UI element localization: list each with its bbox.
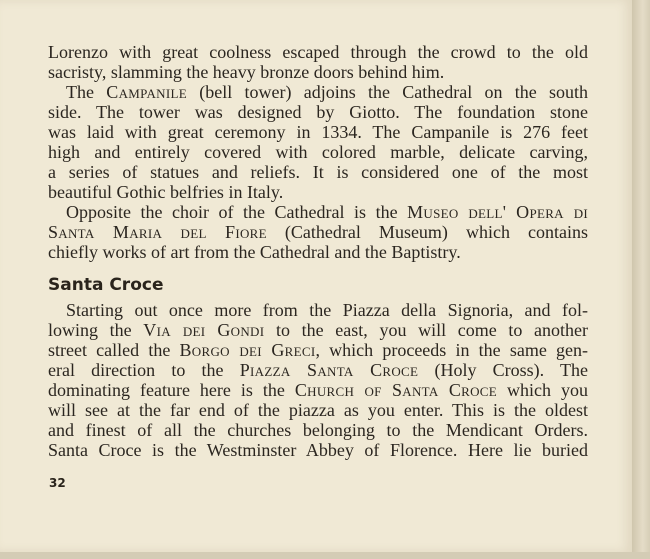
text-segment: dominating feature here is the: [48, 380, 295, 400]
page-edge: [632, 0, 650, 559]
text-line: [48, 340, 588, 360]
text-line: [48, 82, 588, 102]
page-number: 32: [49, 476, 66, 490]
text-line: chiefly works of art from the Cathedral and the Baptistry.: [48, 242, 461, 262]
text-line: a series of statues and reliefs. It is considered one of the most: [48, 162, 588, 182]
text-segment: (Holy Cross). The: [418, 360, 588, 380]
text-line: [48, 360, 588, 380]
text-line: Starting out once more from the Piazza della Signoria, and fol-: [66, 300, 588, 320]
text-line: will see at the far end of the piazza as you enter. This is the oldest: [48, 400, 588, 420]
text-segment: (Cathedral Museum) which contains: [266, 222, 588, 242]
page-bottom-edge: [0, 552, 650, 559]
text-line: [48, 202, 588, 222]
text-line: Lorenzo with great coolness escaped through the crowd to the old: [48, 42, 588, 62]
text-segment: street called the: [48, 340, 180, 360]
text-segment: (bell tower) adjoins the Cathedral on the south: [186, 82, 589, 102]
section-heading: Santa Croce: [48, 275, 164, 295]
text-segment: lowing the: [48, 320, 144, 340]
text-line: sacristy, slamming the heavy bronze doors behind him.: [48, 62, 445, 82]
small-caps-term: Church of Santa Croce: [294, 380, 498, 400]
text-line: [48, 320, 588, 340]
text-line: high and entirely covered with colored marble, delicate carving,: [48, 142, 588, 162]
small-caps-term: Santa Maria del Fiore: [48, 222, 267, 242]
text-line: side. The tower was designed by Giotto. The foundation stone: [48, 102, 588, 122]
text-line: beautiful Gothic belfries in Italy.: [48, 182, 284, 202]
small-caps-term: Campanile: [106, 82, 187, 102]
text-line: [48, 222, 588, 242]
text-segment: which you: [497, 380, 588, 400]
page-body-text: [48, 42, 588, 460]
small-caps-term: Museo dell' Opera di: [407, 202, 589, 222]
text-line: and finest of all the churches belonging to the Mendicant Orders.: [48, 420, 588, 440]
small-caps-term: Borgo dei Greci: [179, 340, 316, 360]
text-line: was laid with great ceremony in 1334. The Campanile is 276 feet: [48, 122, 588, 142]
text-segment: , which proceeds in the same gen-: [315, 340, 588, 360]
text-segment: to the east, you will come to another: [264, 320, 588, 340]
small-caps-term: Piazza Santa Croce: [239, 360, 419, 380]
text-segment: eral direction to the: [48, 360, 240, 380]
text-line: Santa Croce is the Westminster Abbey of Florence. Here lie buried: [48, 440, 588, 460]
text-line: [48, 380, 588, 400]
text-segment: The: [66, 82, 107, 102]
small-caps-term: Via dei Gondi: [143, 320, 265, 340]
text-segment: Opposite the choir of the Cathedral is the: [66, 202, 408, 222]
